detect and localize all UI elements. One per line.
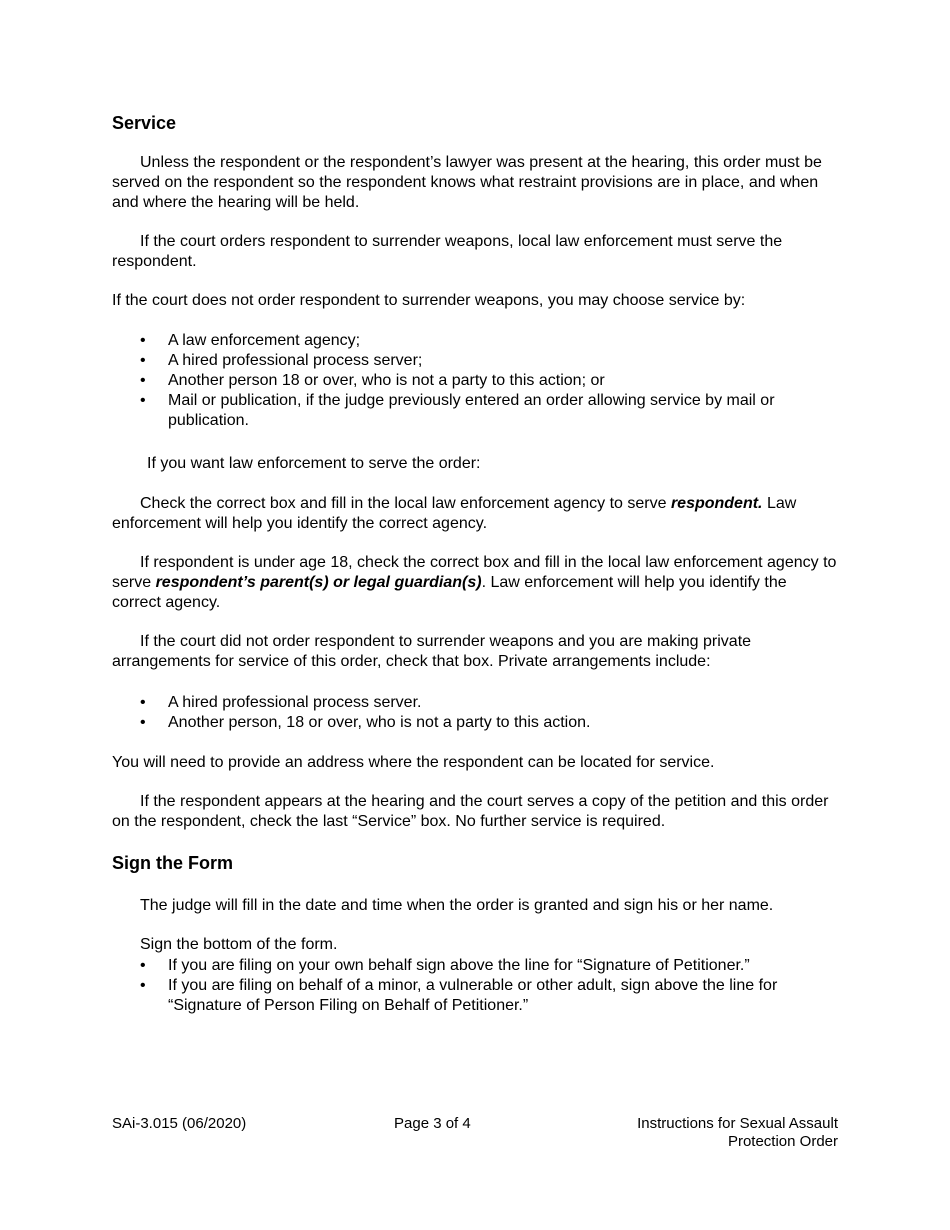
emphasis-respondent: respondent. <box>670 495 763 512</box>
text-run: Law enforcement will help you identify the correct agency. <box>112 495 797 532</box>
service-paragraph-5 <box>112 494 838 534</box>
service-paragraph-1: Unless the respondent or the respondent’s lawyer was present at the hearing, this order must be served on the respondent so the respondent knows what restraint provisions are in place, and when and where the hearing will be held. <box>112 154 822 211</box>
footer-title-line-2: Protection Order <box>727 1133 838 1150</box>
service-options-list <box>112 331 838 431</box>
service-paragraph-4: If you want law enforcement to serve the order: <box>147 455 481 472</box>
list-item: • A hired professional process server. <box>112 693 838 713</box>
emphasis-parent-guardian: respondent’s parent(s) or legal guardian(s) <box>155 574 482 591</box>
sign-instructions-list <box>112 956 838 1016</box>
service-paragraph-6 <box>112 553 838 613</box>
list-item: • If you are filing on behalf of a minor, a vulnerable or other adult, sign above the line for “Signature of Person Filing on Behalf of Petitioner.” <box>112 976 838 1016</box>
service-heading: Service <box>112 113 177 133</box>
footer-title-line-1: Instructions for Sexual Assault <box>637 1115 838 1132</box>
list-item: • Mail or publication, if the judge previously entered an order allowing service by mail or publication. <box>112 391 838 431</box>
private-arrangements-list <box>112 693 838 733</box>
text-run: . Law enforcement will help you identify the correct agency. <box>112 574 787 611</box>
list-item: • A law enforcement agency; <box>112 331 838 351</box>
service-paragraph-9: If the respondent appears at the hearing and the court serves a copy of the petition and this order on the respondent, check the last “Service” box. No further service is required. <box>112 793 829 830</box>
footer-form-title <box>637 1115 838 1151</box>
footer-form-id: SAi-3.015 (06/2020) <box>112 1115 247 1132</box>
footer-page-number: Page 3 of 4 <box>394 1115 471 1132</box>
sign-paragraph-1: The judge will fill in the date and time when the order is granted and sign his or her name. <box>140 897 774 914</box>
sign-form-heading: Sign the Form <box>112 853 233 873</box>
list-item: • If you are filing on your own behalf sign above the line for “Signature of Petitioner.” <box>112 956 838 976</box>
list-item: • Another person, 18 or over, who is not a party to this action. <box>112 713 838 733</box>
service-paragraph-7: If the court did not order respondent to surrender weapons and you are making private arrangements for service of this order, check that box. Private arrangements include: <box>112 633 752 670</box>
list-item: • A hired professional process server; <box>112 351 838 371</box>
text-run: Check the correct box and fill in the local law enforcement agency to serve <box>140 495 671 512</box>
sign-paragraph-2: Sign the bottom of the form. <box>140 936 338 953</box>
service-paragraph-8: You will need to provide an address where the respondent can be located for service. <box>112 754 715 771</box>
service-paragraph-2: If the court orders respondent to surrender weapons, local law enforcement must serve the respondent. <box>112 233 783 270</box>
list-item: • Another person 18 or over, who is not a party to this action; or <box>112 371 838 391</box>
text-run: If respondent is under age 18, check the correct box and fill in the local law enforcement agency to serve <box>112 554 837 591</box>
service-paragraph-3: If the court does not order respondent to surrender weapons, you may choose service by: <box>112 292 746 309</box>
